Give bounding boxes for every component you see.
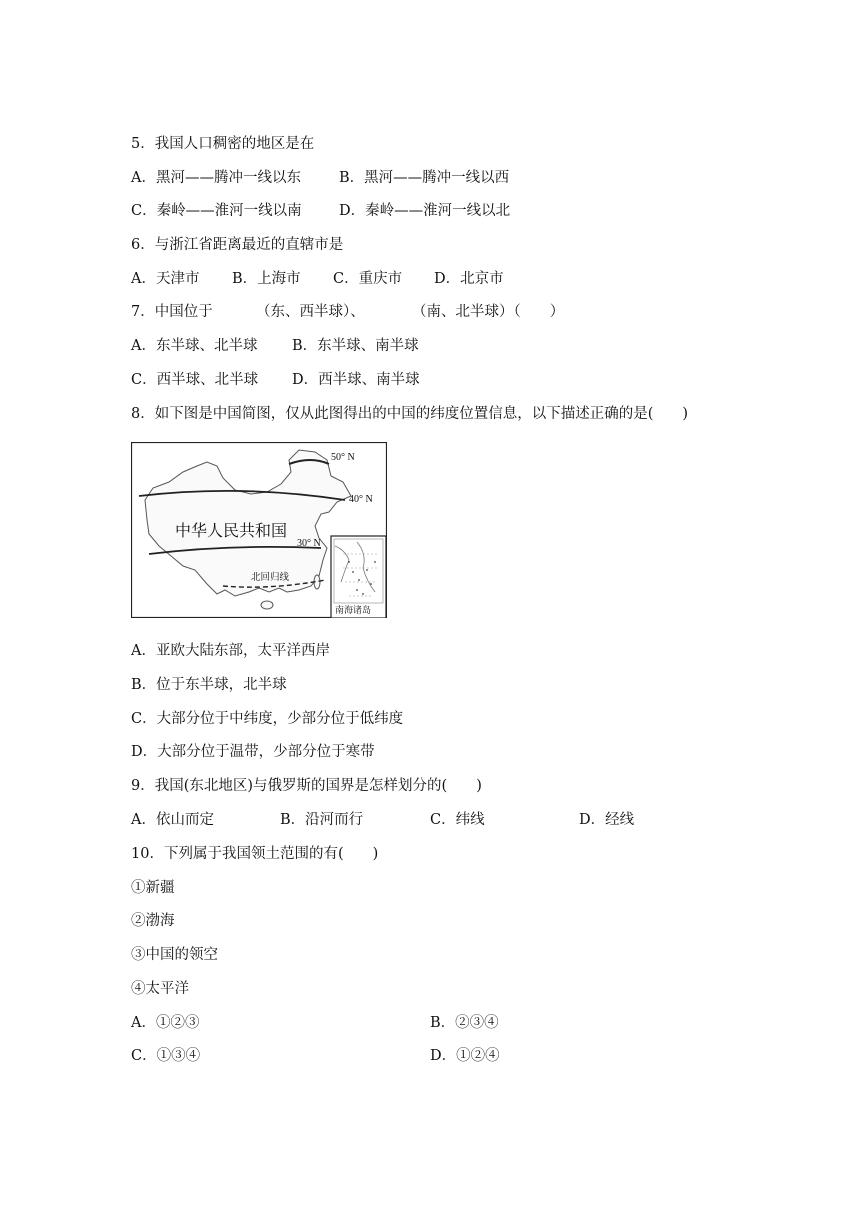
- q10-option-c: C．①③④: [131, 1048, 201, 1064]
- lat40-label: 40° N: [349, 494, 373, 505]
- q10-item-2: ②渤海: [131, 913, 175, 929]
- q8-option-a: A．亚欧大陆东部，太平洋西岸: [131, 643, 330, 659]
- q5-option-b: B．黑河——腾冲一线以西: [339, 170, 510, 186]
- q9-option-c: C．纬线: [430, 812, 485, 828]
- inset-label: 南海诸岛: [335, 606, 372, 616]
- q7-stem-part1: 7．中国位于: [131, 304, 213, 320]
- q8-option-b: B．位于东半球，北半球: [131, 677, 287, 693]
- q6-stem: 6．与浙江省距离最近的直辖市是: [131, 237, 344, 253]
- q7-option-d: D．西半球、南半球: [292, 372, 420, 388]
- q10-stem: 10．下列属于我国领土范围的有( ): [131, 846, 379, 862]
- china-map-figure: [131, 442, 387, 618]
- hainan-island: [261, 601, 273, 609]
- q6-option-a: A．天津市: [131, 271, 200, 287]
- q9-option-d: D．经线: [579, 812, 635, 828]
- q5-option-a: A．黑河——腾冲一线以东: [131, 170, 301, 186]
- q10-item-3: ③中国的领空: [131, 947, 218, 963]
- q7-option-a: A．东半球、北半球: [131, 338, 258, 354]
- inset-inner-frame: [334, 539, 383, 603]
- q5-option-c: C．秦岭——淮河一线以南: [131, 203, 302, 219]
- q9-stem: 9．我国(东北地区)与俄罗斯的国界是怎样划分的( ): [131, 778, 482, 794]
- q10-item-4: ④太平洋: [131, 981, 189, 997]
- q10-option-d: D．①②④: [430, 1048, 500, 1064]
- q8-option-c: C．大部分位于中纬度，少部分位于低纬度: [131, 711, 404, 727]
- q6-option-c: C．重庆市: [333, 271, 403, 287]
- q8-stem: 8．如下图是中国简图，仅从此图得出的中国的纬度位置信息，以下描述正确的是( ): [131, 406, 689, 422]
- q10-option-b: B．②③④: [430, 1015, 499, 1031]
- lat30-label: 30° N: [297, 538, 321, 549]
- q7-option-b: B．东半球、南半球: [292, 338, 419, 354]
- q7-stem-part3: （南、北半球）（ ）: [412, 304, 565, 320]
- q10-option-a: A．①②③: [131, 1015, 200, 1031]
- q7-stem-part2: （东、西半球）、: [256, 304, 365, 320]
- q7-option-c: C．西半球、北半球: [131, 372, 259, 388]
- q9-option-a: A．依山而定: [131, 812, 214, 828]
- q9-option-b: B．沿河而行: [280, 812, 364, 828]
- q5-option-d: D．秦岭——淮河一线以北: [339, 203, 511, 219]
- q6-option-b: B．上海市: [232, 271, 301, 287]
- q8-option-d: D．大部分位于温带，少部分位于寒带: [131, 744, 375, 760]
- lat50-label: 50° N: [331, 452, 355, 463]
- tropic-label: 北回归线: [251, 572, 290, 583]
- china-map-svg: [131, 442, 387, 618]
- country-label: 中华人民共和国: [175, 521, 288, 540]
- q10-item-1: ①新疆: [131, 880, 175, 896]
- q5-stem: 5．我国人口稠密的地区是在: [131, 136, 315, 152]
- q6-option-d: D．北京市: [434, 271, 504, 287]
